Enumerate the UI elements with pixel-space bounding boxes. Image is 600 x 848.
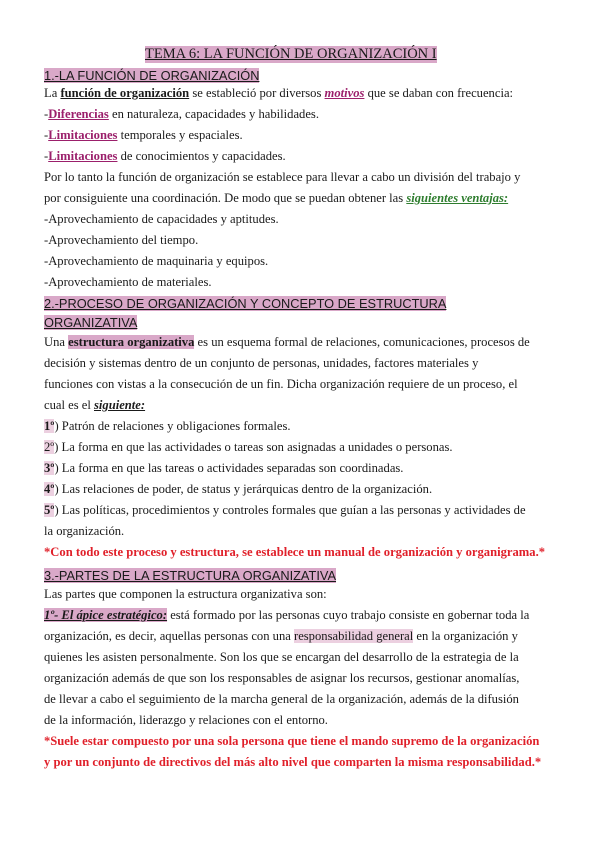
paragraph-line: cual es el siguiente: [44, 398, 146, 412]
paragraph-line: 1º- El ápice estratégico: está formado por las personas cuyo trabajo consiste en gobernar toda la [44, 608, 530, 622]
list-item: 4º) Las relaciones de poder, de status y jerárquicas dentro de la organización. [44, 482, 433, 496]
list-item: -Aprovechamiento de maquinaria y equipos. [44, 254, 269, 268]
list-item: -Aprovechamiento de materiales. [44, 275, 212, 289]
list-item: -Limitaciones temporales y espaciales. [44, 128, 243, 142]
section-2-heading: 2.-PROCESO DE ORGANIZACIÓN Y CONCEPTO DE ESTRUCTURA [44, 296, 447, 311]
paragraph-line: quienes les asisten personalmente. Son los que se encargan del desarrollo de la estrategia de la [44, 650, 519, 664]
section-2-heading-cont: ORGANIZATIVA [44, 315, 138, 330]
list-item: -Aprovechamiento del tiempo. [44, 233, 199, 247]
list-item: -Limitaciones de conocimientos y capacidades. [44, 149, 286, 163]
paragraph-line: por consiguiente una coordinación. De modo que se puedan obtener las siguientes ventajas: [44, 191, 509, 205]
list-item: 5º) Las políticas, procedimientos y controles formales que guían a las personas y actividades de [44, 503, 526, 517]
list-item: -Diferencias en naturaleza, capacidades y habilidades. [44, 107, 319, 121]
list-item: 2º) La forma en que las actividades o tareas son asignadas a unidades o personas. [44, 440, 453, 454]
paragraph-line: organización, es decir, aquellas personas con una responsabilidad general en la organización y [44, 629, 518, 643]
paragraph-line: Las partes que componen la estructura organizativa son: [44, 587, 327, 601]
list-item: -Aprovechamiento de capacidades y aptitudes. [44, 212, 279, 226]
paragraph-line: La función de organización se estableció por diversos motivos que se daban con frecuencia: [44, 86, 514, 100]
list-item: 1º) Patrón de relaciones y obligaciones formales. [44, 419, 291, 433]
note-red: *Con todo este proceso y estructura, se establece un manual de organización y organigrama.* [44, 545, 546, 559]
section-3-heading: 3.-PARTES DE LA ESTRUCTURA ORGANIZATIVA [44, 568, 337, 583]
paragraph-line: de llevar a cabo el seguimiento de la marcha general de la organización, además de la difusión [44, 692, 519, 706]
note-red: *Suele estar compuesto por una sola persona que tiene el mando supremo de la organización [44, 734, 540, 748]
paragraph-line: Una estructura organizativa es un esquema formal de relaciones, comunicaciones, procesos de [44, 335, 530, 349]
paragraph-line: funciones con vistas a la consecución de un fin. Dicha organización requiere de un proceso, el [44, 377, 518, 391]
paragraph-line: organización además de que son los responsables de asignar los recursos, gestionar anomalías, [44, 671, 520, 685]
paragraph-line: Por lo tanto la función de organización se establece para llevar a cabo un división del trabajo y [44, 170, 521, 184]
list-item-cont: la organización. [44, 524, 125, 538]
note-red: y por un conjunto de directivos del más alto nivel que comparten la misma responsabilidad.* [44, 755, 542, 769]
section-1-heading: 1.-LA FUNCIÓN DE ORGANIZACIÓN [44, 68, 260, 83]
page-title: TEMA 6: LA FUNCIÓN DE ORGANIZACIÓN I [145, 46, 437, 62]
paragraph-line: de la información, liderazgo y relaciones con el entorno. [44, 713, 328, 727]
list-item: 3º) La forma en que las tareas o actividades separadas son coordinadas. [44, 461, 404, 475]
paragraph-line: decisión y sistemas dentro de un conjunto de personas, unidades, factores materiales y [44, 356, 479, 370]
